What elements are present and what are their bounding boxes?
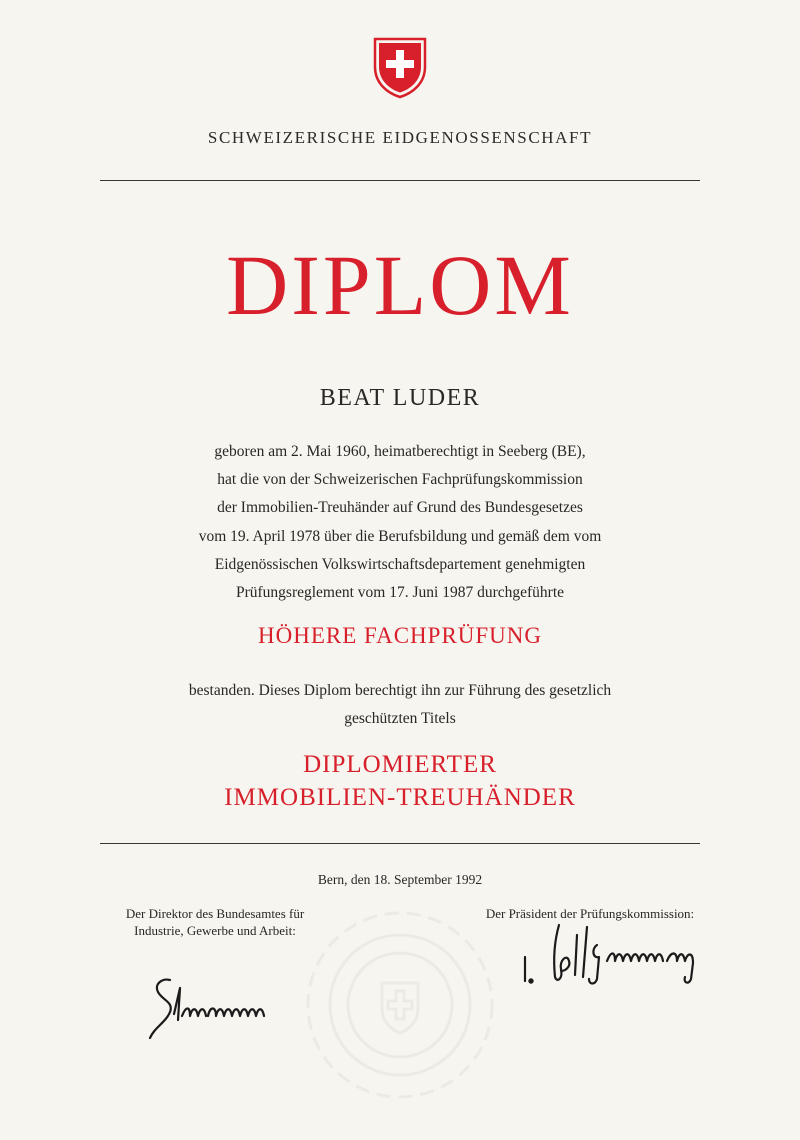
body-line: Eidgenössischen Volkswirtschaftsdepartement genehmigten	[214, 555, 586, 573]
signature-left-icon	[140, 950, 290, 1050]
signatory-right-title: Der Präsident der Prüfungskommission:	[485, 906, 695, 921]
signatory-left-title	[100, 905, 330, 939]
degree-line: IMMOBILIEN-TREUHÄNDER	[224, 784, 576, 811]
signatory-left-line: Der Direktor des Bundesamtes für	[125, 906, 305, 921]
document-title: DIPLOM	[226, 237, 574, 333]
body-line: vom 19. April 1978 über die Berufsbildung und gemäß dem vom	[198, 527, 602, 545]
body-line: geboren am 2. Mai 1960, heimatberechtigt in Seeberg (BE),	[214, 443, 586, 460]
top-divider	[100, 180, 700, 181]
place-and-date: Bern, den 18. September 1992	[317, 872, 483, 887]
result-line: bestanden. Dieses Diplom berechtigt ihn zur Führung des gesetzlich	[188, 682, 612, 699]
body-line: der Immobilien-Treuhänder auf Grund des Bundesgesetzes	[217, 499, 583, 517]
swiss-coat-of-arms-icon	[371, 33, 429, 99]
recipient-name: BEAT LUDER	[319, 385, 481, 411]
degree-title	[0, 748, 800, 814]
exam-name: HÖHERE FACHPRÜFUNG	[257, 623, 543, 648]
signature-right-icon	[515, 905, 715, 995]
result-line: geschützten Titels	[344, 710, 456, 728]
bottom-divider	[100, 843, 700, 844]
issuing-authority: SCHWEIZERISCHE EIDGENOSSENSCHAFT	[207, 128, 593, 147]
embossed-seal-icon	[300, 905, 500, 1105]
signatory-left-line: Industrie, Gewerbe und Arbeit:	[134, 923, 296, 938]
degree-line: DIPLOMIERTER	[303, 751, 497, 778]
result-text	[0, 677, 800, 733]
body-line: Prüfungsreglement vom 17. Juni 1987 durchgeführte	[235, 584, 565, 602]
certification-text	[0, 438, 800, 607]
body-line: hat die von der Schweizerischen Fachprüfungskommission	[217, 471, 583, 489]
